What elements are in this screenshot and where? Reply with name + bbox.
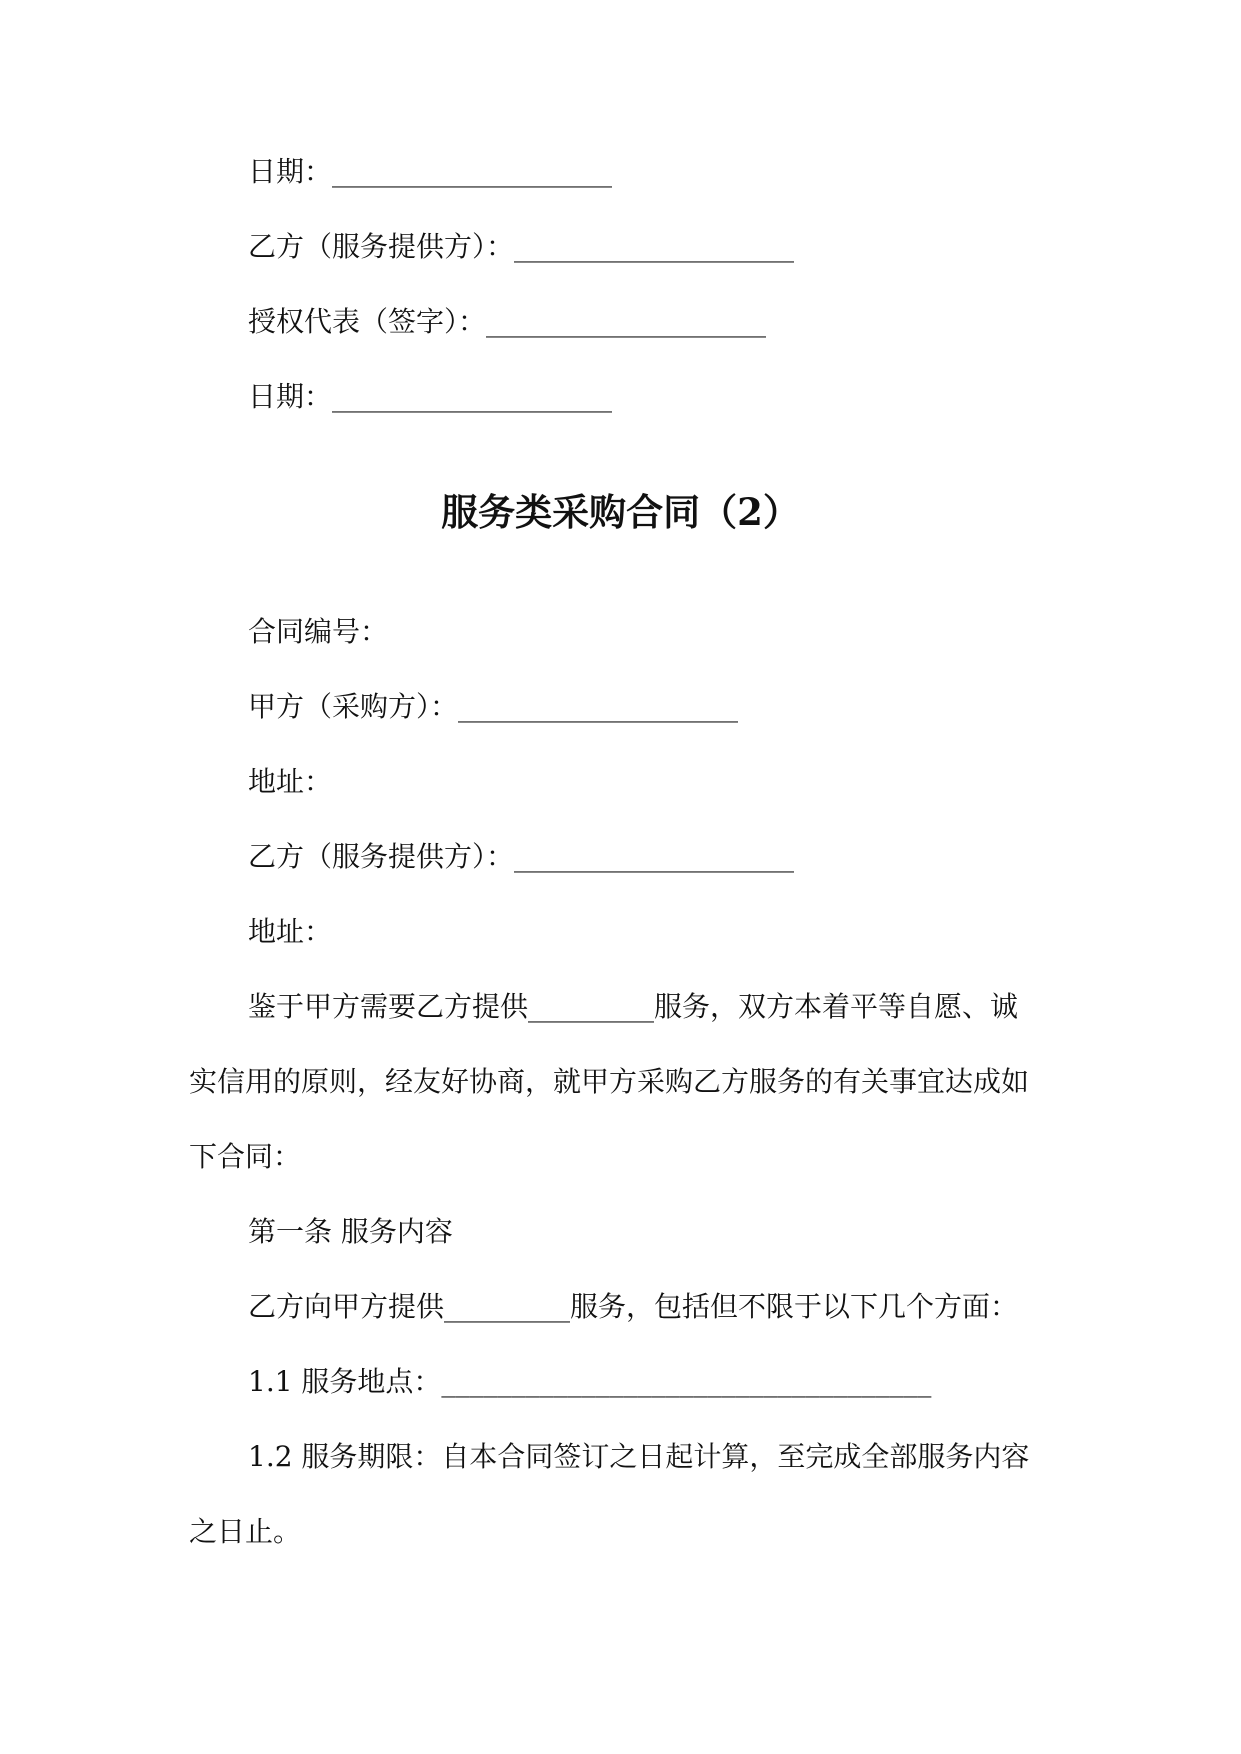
signature-date-1: 日期：____________________ bbox=[248, 155, 613, 188]
signature-date-2: 日期：____________________ bbox=[248, 380, 613, 413]
signature-authorized-rep: 授权代表（签字）：____________________ bbox=[248, 305, 767, 338]
preamble-line-1: 鉴于甲方需要乙方提供_________服务，双方本着平等自愿、诚 bbox=[248, 990, 1019, 1023]
item-1-2-line-1: 1.2 服务期限：自本合同签订之日起计算，至完成全部服务内容 bbox=[248, 1440, 1030, 1473]
signature-party-b: 乙方（服务提供方）：____________________ bbox=[248, 230, 795, 263]
contract-number: 合同编号： bbox=[248, 615, 389, 648]
party-a: 甲方（采购方）：____________________ bbox=[248, 690, 739, 723]
preamble-line-2: 实信用的原则，经友好协商，就甲方采购乙方服务的有关事宜达成如 bbox=[189, 1065, 1030, 1098]
article-1-heading: 第一条 服务内容 bbox=[248, 1215, 453, 1248]
address-a: 地址： bbox=[248, 765, 333, 798]
item-1-2-line-2: 之日止。 bbox=[189, 1515, 302, 1548]
article-1-intro: 乙方向甲方提供_________服务，包括但不限于以下几个方面： bbox=[248, 1290, 1019, 1323]
item-1-1: 1.1 服务地点：___________________________________ bbox=[248, 1365, 932, 1398]
preamble-line-3: 下合同： bbox=[189, 1140, 302, 1173]
address-b: 地址： bbox=[248, 915, 333, 948]
party-b: 乙方（服务提供方）：____________________ bbox=[248, 840, 795, 873]
document-title: 服务类采购合同（2） bbox=[441, 490, 800, 534]
